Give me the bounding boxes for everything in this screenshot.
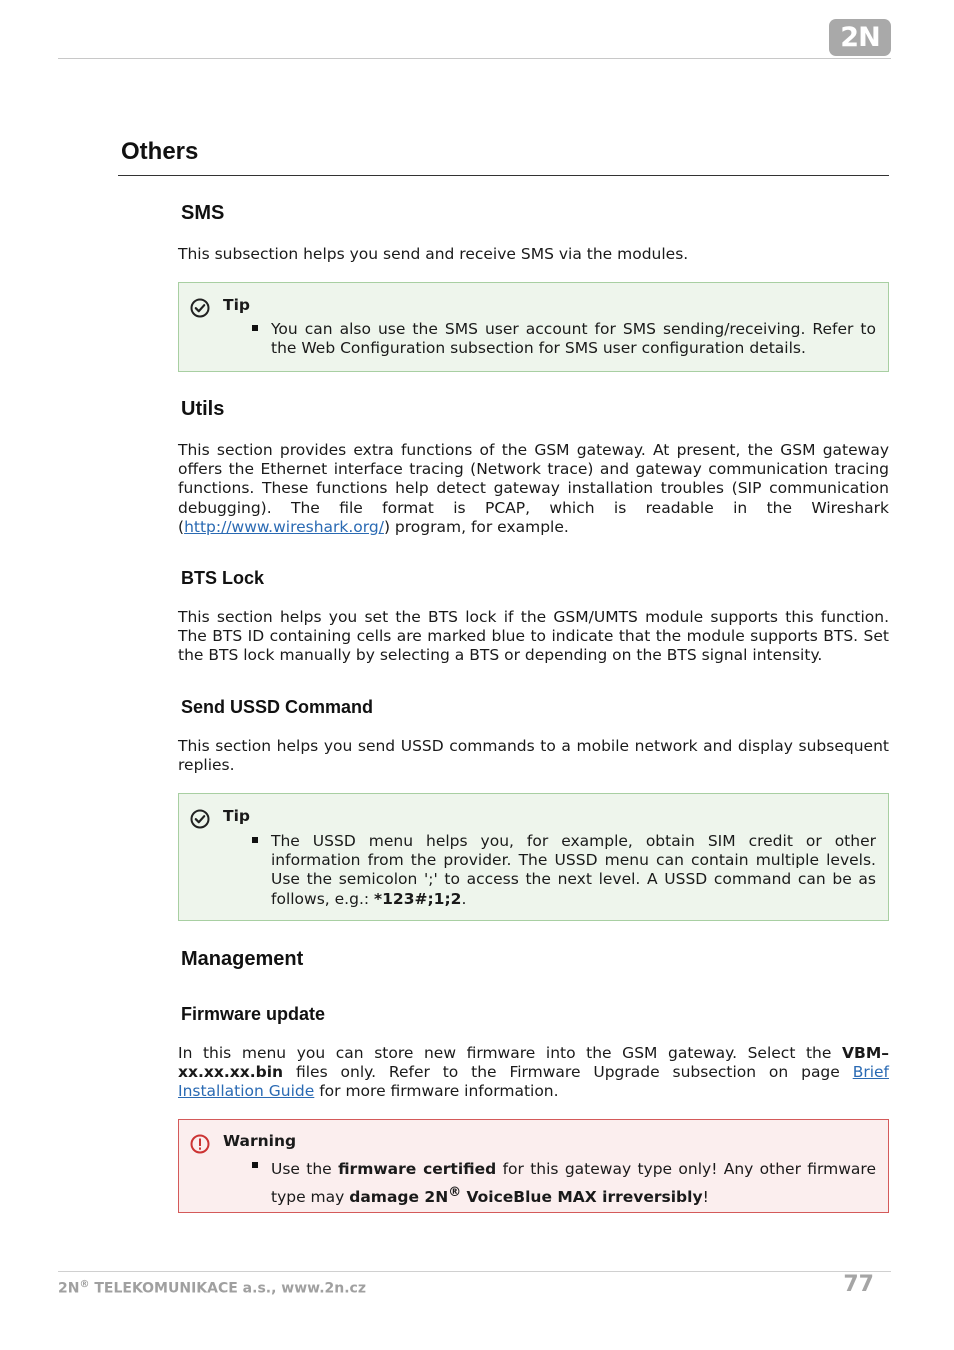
warning-text: Use the firmware certified for this gateway type only! Any other firmware type may damage 2N® VoiceBlue MAX irreversibly! <box>271 1160 876 1207</box>
firmware-update-heading: Firmware update <box>181 1004 326 1024</box>
bullet <box>252 325 258 331</box>
utils-paragraph: This section provides extra functions of the GSM gateway. At present, the GSM gateway offers the Ethernet interface tracing (Network trace) and gateway communication tracing functions. These functions help detect gateway installation troubles (SIP communication debugging). The file format is PCAP, which is readable in the Wireshark (http://www.wireshark.org/) program, for example. <box>178 441 889 536</box>
title-rule <box>118 175 889 176</box>
bts-lock-paragraph: This section helps you set the BTS lock if the GSM/UMTS module supports this function. The BTS ID containing cells are marked blue to indicate that the module supports BTS. Set the BTS lock manually by selecting a BTS or depending on the BTS signal intensity. <box>178 608 889 665</box>
tip-title: Tip <box>223 296 250 314</box>
utils-heading: Utils <box>181 398 225 420</box>
management-heading: Management <box>181 948 304 970</box>
header-rule <box>58 58 891 59</box>
ussd-heading: Send USSD Command <box>181 697 374 717</box>
tip-text: The USSD menu helps you, for example, obtain SIM credit or other information from the provider. The USSD menu can contain multiple levels. Use the semicolon ';' to access the next level. A USSD command can be as follows, e.g.: *123#;1;2. <box>271 832 876 908</box>
warning-icon <box>190 1134 210 1154</box>
check-circle-icon <box>190 298 210 318</box>
sms-heading: SMS <box>181 202 225 224</box>
sms-paragraph: This subsection helps you send and receive SMS via the modules. <box>178 245 689 263</box>
ussd-tip-box <box>178 793 889 921</box>
check-circle-icon <box>190 809 210 829</box>
page-title: Others <box>121 138 199 165</box>
brand-logo: 2N <box>829 19 891 56</box>
firmware-paragraph: In this menu you can store new firmware into the GSM gateway. Select the VBM–xx.xx.xx.bin files only. Refer to the Firmware Upgrade subsection on page Brief Installation Guide for more firmware information. <box>178 1044 889 1101</box>
page-number: 77 <box>843 1272 874 1297</box>
bts-lock-heading: BTS Lock <box>181 568 265 588</box>
warning-title: Warning <box>223 1132 297 1150</box>
bullet <box>252 837 258 843</box>
tip-text: You can also use the SMS user account for SMS sending/receiving. Refer to the Web Configuration subsection for SMS user configuration details. <box>271 320 876 358</box>
ussd-paragraph: This section helps you send USSD commands to a mobile network and display subsequent replies. <box>178 737 889 775</box>
tip-title: Tip <box>223 807 250 825</box>
footer-company: 2N® TELEKOMUNIKACE a.s., www.2n.cz <box>58 1279 366 1297</box>
brief-installation-guide-link[interactable]: Brief Installation Guide <box>178 1063 889 1101</box>
sms-tip-box <box>178 282 889 372</box>
warning-box <box>178 1119 889 1213</box>
bullet <box>252 1162 258 1168</box>
footer-rule <box>58 1271 891 1272</box>
wireshark-link[interactable]: http://www.wireshark.org/ <box>184 517 384 536</box>
